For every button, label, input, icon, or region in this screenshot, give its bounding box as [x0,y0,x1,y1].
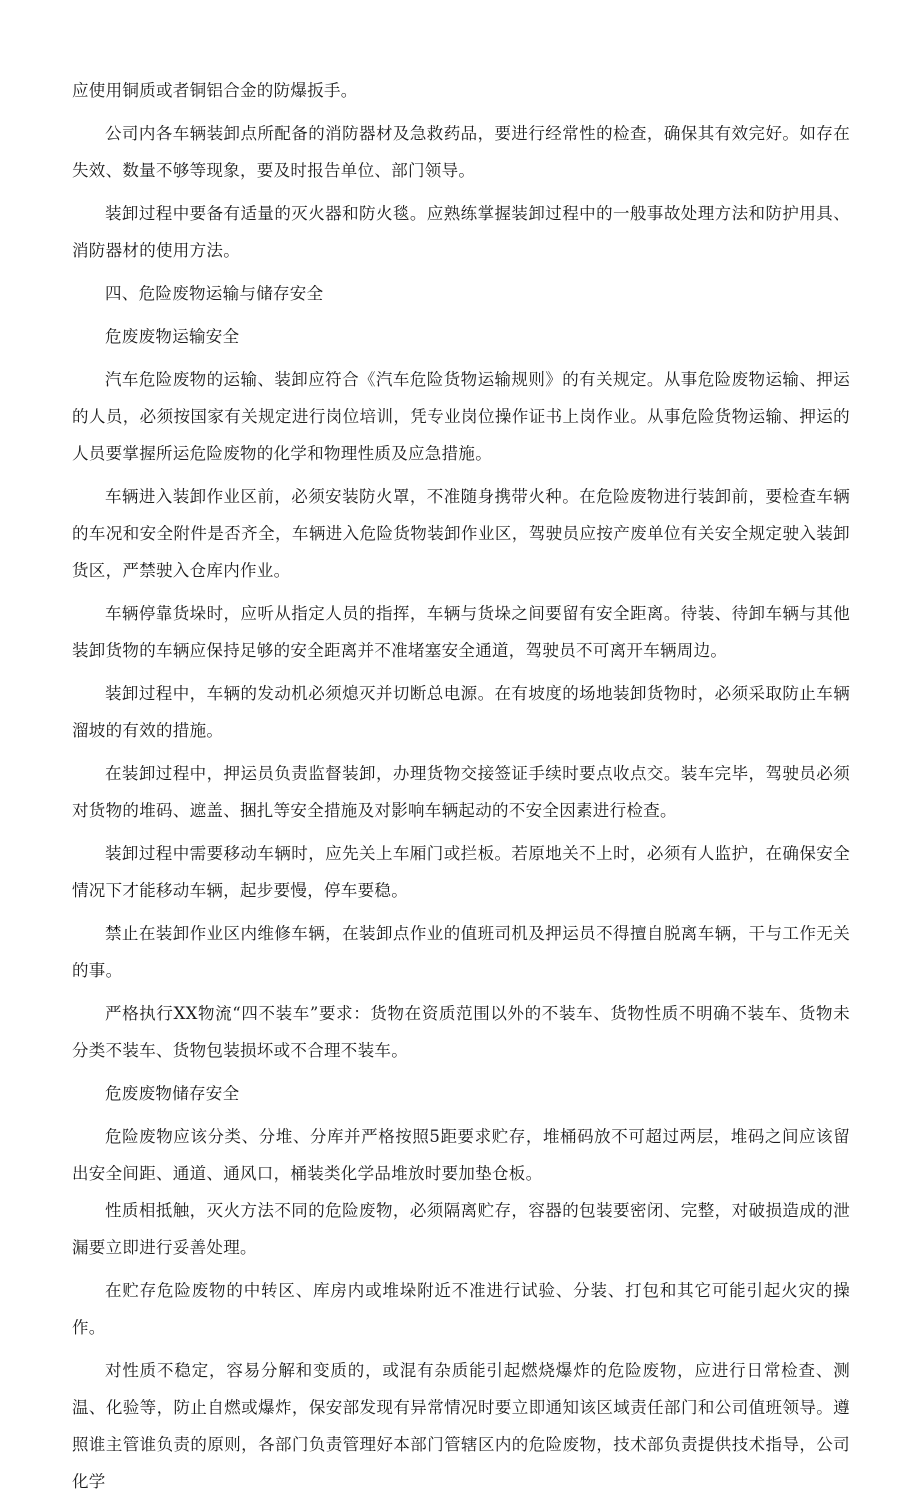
paragraph-6: 汽车危险废物的运输、装卸应符合《汽车危险货物运输规则》的有关规定。从事危险废物运输、押运的人员，必须按国家有关规定进行岗位培训，凭专业岗位操作证书上岗作业。从事危险货物运输、押运的人员要掌握所运危险废物的化学和物理性质及应急措施。 [72,370,850,463]
paragraph-11: 装卸过程中需要移动车辆时，应先关上车厢门或拦板。若原地关不上时，必须有人监护，在确保安全情况下才能移动车辆，起步要慢，停车要稳。 [72,844,850,900]
subheading-storage: 危废废物储存安全 [105,1084,240,1103]
paragraph-2: 公司内各车辆装卸点所配备的消防器材及急救药品，要进行经常性的检查，确保其有效完好。如存在失效、数量不够等现象，要及时报告单位、部门领导。 [72,124,850,180]
paragraph-17: 在贮存危险废物的中转区、库房内或堆垛附近不准进行试验、分装、打包和其它可能引起火灾的操作。 [72,1281,850,1337]
subheading-transport: 危废废物运输安全 [105,327,240,346]
paragraph-9: 装卸过程中，车辆的发动机必须熄灭并切断总电源。在有坡度的场地装卸货物时，必须采取防止车辆溜坡的有效的措施。 [72,684,850,740]
paragraph-10: 在装卸过程中，押运员负责监督装卸，办理货物交接签证手续时要点收点交。装车完毕，驾驶员必须对货物的堆码、遮盖、捆扎等安全措施及对影响车辆起动的不安全因素进行检查。 [72,764,850,820]
paragraph-15: 危险废物应该分类、分堆、分库并严格按照5距要求贮存，堆桶码放不可超过两层，堆码之间应该留出安全间距、通道、通风口，桶装类化学品堆放时要加垫仓板。 [72,1127,850,1183]
paragraph-18: 对性质不稳定，容易分解和变质的，或混有杂质能引起燃烧爆炸的危险废物，应进行日常检查、测温、化验等，防止自燃或爆炸，保安部发现有异常情况时要立即通知该区域责任部门和公司值班领导。遵照谁主管谁负责的原则，各部门负责管理好本部门管辖区内的危险废物，技术部负责提供技术指导，公司化学 [72,1361,850,1491]
paragraph-13: 严格执行XX物流“四不装车”要求：货物在资质范围以外的不装车、货物性质不明确不装车、货物未分类不装车、货物包装损坏或不合理不装车。 [72,1004,850,1060]
paragraph-12: 禁止在装卸作业区内维修车辆，在装卸点作业的值班司机及押运员不得擅自脱离车辆，干与工作无关的事。 [72,924,850,980]
paragraph-8: 车辆停靠货垛时，应听从指定人员的指挥，车辆与货垛之间要留有安全距离。待装、待卸车辆与其他装卸货物的车辆应保持足够的安全距离并不准堵塞安全通道，驾驶员不可离开车辆周边。 [72,604,850,660]
paragraph-3: 装卸过程中要备有适量的灭火器和防火毯。应熟练掌握装卸过程中的一般事故处理方法和防护用具、消防器材的使用方法。 [72,204,850,260]
paragraph-1: 应使用铜质或者铜铝合金的防爆扳手。 [72,81,358,100]
paragraph-16: 性质相抵触，灭火方法不同的危险废物，必须隔离贮存，容器的包装要密闭、完整，对破损造成的泄漏要立即进行妥善处理。 [72,1201,850,1257]
paragraph-7: 车辆进入装卸作业区前，必须安装防火罩，不准随身携带火种。在危险废物进行装卸前，要检查车辆的车况和安全附件是否齐全，车辆进入危险货物装卸作业区，驾驶员应按产废单位有关安全规定驶入装卸货区，严禁驶入仓库内作业。 [72,487,850,580]
document-page [72,72,850,1506]
section-heading: 四、危险废物运输与储存安全 [105,284,324,303]
